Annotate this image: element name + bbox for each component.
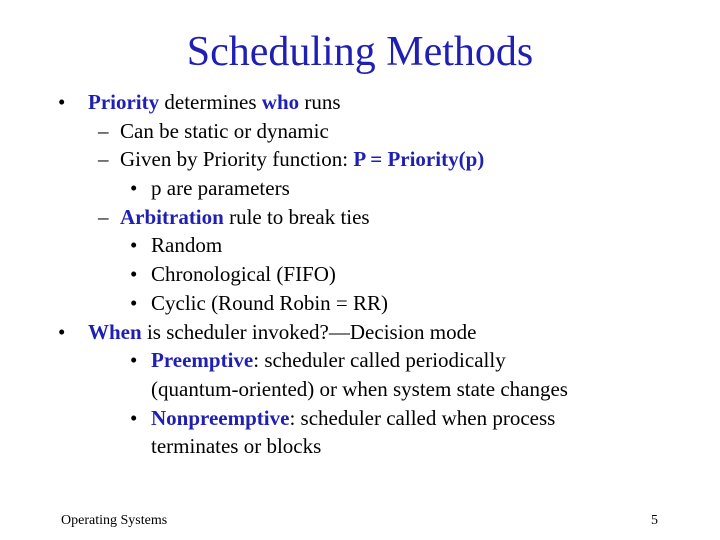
term-arbitration: Arbitration	[120, 204, 224, 229]
bullet-marker: •	[130, 233, 138, 258]
preemptive-continuation: (quantum-oriented) or when system state changes	[151, 376, 568, 401]
term-when: When	[88, 319, 142, 344]
nonpreemptive-continuation: terminates or blocks	[151, 434, 322, 459]
footer-page-number: 5	[651, 513, 658, 528]
sub-sub-bullet-preemptive: • Preemptive: scheduler called periodically	[0, 346, 720, 375]
bullet-marker: •	[130, 176, 138, 201]
sub-sub-bullet-chronological: • Chronological (FIFO)	[0, 260, 720, 289]
bullet-priority: • Priority determines who runs	[0, 88, 720, 117]
sub-bullet-priority-function: – Given by Priority function: P = Priority(p)	[0, 145, 720, 174]
dash-marker: –	[98, 204, 109, 229]
formula-priority: P = Priority(p)	[353, 147, 485, 172]
sub-sub-bullet-parameters: • p are parameters	[0, 174, 720, 203]
term-who: who	[261, 90, 300, 114]
bullet-marker: •	[130, 262, 138, 287]
slide-title: Scheduling Methods	[186, 29, 534, 75]
bullet-marker: •	[130, 348, 138, 373]
bullet-marker: •	[130, 405, 138, 430]
dash-marker: –	[98, 147, 109, 172]
footer-course-name: Operating Systems	[61, 513, 168, 528]
term-nonpreemptive: Nonpreemptive	[151, 405, 290, 430]
sub-sub-bullet-nonpreemptive: • Nonpreemptive: scheduler called when process	[0, 404, 720, 433]
sub-bullet-arbitration: – Arbitration rule to break ties	[0, 203, 720, 232]
bullet-marker: •	[58, 90, 66, 114]
term-priority: Priority	[88, 90, 160, 114]
bullet-when: • When is scheduler invoked?—Decision mode	[0, 318, 720, 347]
dash-marker: –	[98, 118, 109, 143]
sub-bullet-static-dynamic: – Can be static or dynamic	[0, 117, 720, 146]
term-preemptive: Preemptive	[151, 348, 254, 373]
bullet-marker: •	[130, 290, 138, 315]
bullet-marker: •	[58, 319, 66, 344]
sub-sub-bullet-random: • Random	[0, 231, 720, 260]
bullet-list	[0, 88, 720, 461]
sub-sub-bullet-cyclic: • Cyclic (Round Robin = RR)	[0, 289, 720, 318]
